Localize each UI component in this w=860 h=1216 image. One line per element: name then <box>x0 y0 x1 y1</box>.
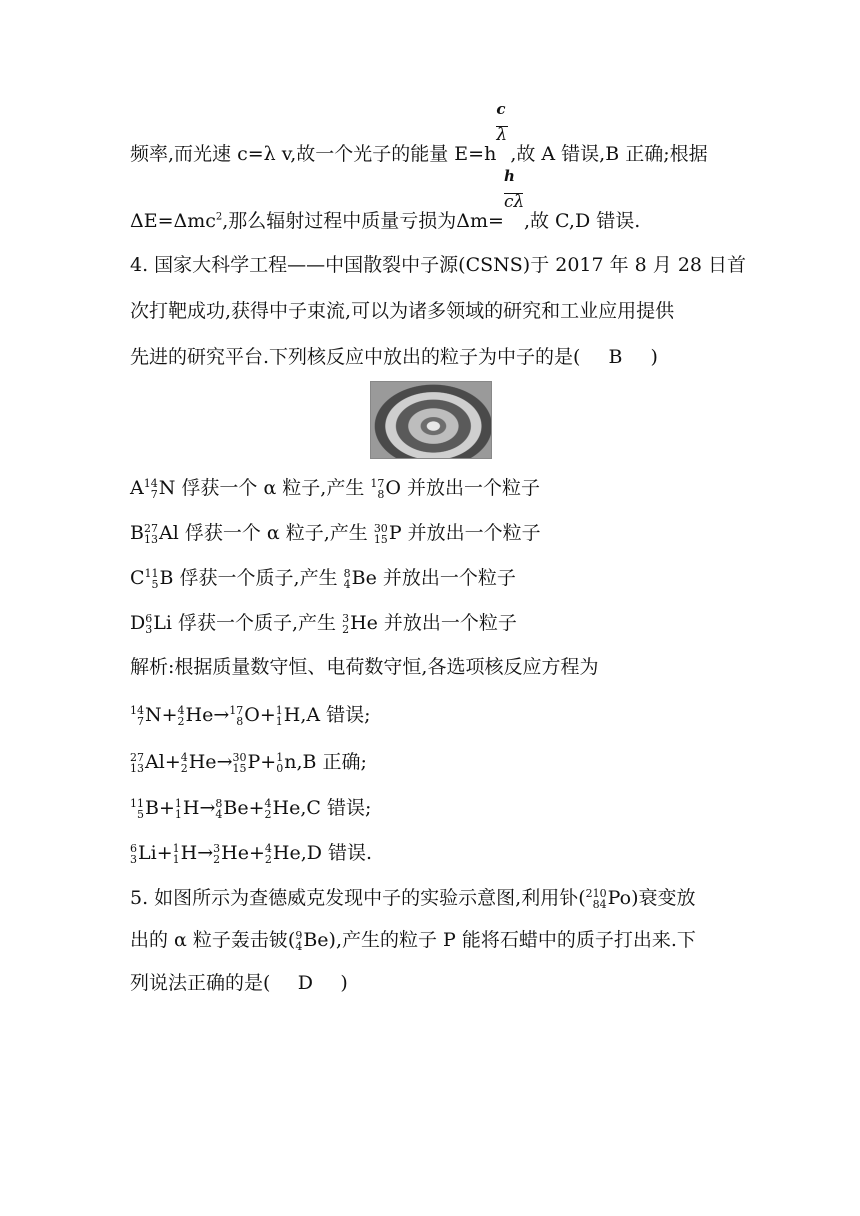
q5-line-3: 列说法正确的是( D ) <box>130 972 348 994</box>
equation-4: 6 3 Li+ 1 1 H→ 3 2 He+ 4 2 He,D 错误. <box>130 842 373 866</box>
option-b: B 27 13 Al 俘获一个 α 粒子,产生 30 15 P 并放出一个粒子 <box>130 522 541 546</box>
csns-photo <box>370 381 492 459</box>
reactant-nuclide: 6 3 Li <box>145 612 172 636</box>
be-nuclide: 9 4 Be <box>295 929 329 953</box>
reactant-nuclide: 27 13 Al <box>143 522 179 546</box>
nuclide: 6 3 Li <box>130 842 157 866</box>
text-segment: ΔE=Δmc <box>130 210 216 232</box>
product-nuclide: 8 4 Be <box>343 567 377 591</box>
nuclide: 30 15 P <box>232 751 261 775</box>
text-segment: ,那么辐射过程中质量亏损为Δm= <box>222 210 504 232</box>
nuclide: 1 1 H <box>174 797 200 821</box>
equation-3: 11 5 B+ 1 1 H→ 8 4 Be+ 4 2 He,C 错误; <box>130 797 372 821</box>
reactant-nuclide: 11 5 B <box>144 567 174 591</box>
nuclide: 1 0 n <box>276 751 297 775</box>
text-segment: ,故 A 错误,B 正确;根据 <box>510 143 708 165</box>
analysis-intro: 解析:根据质量数守恒、电荷数守恒,各选项核反应方程为 <box>130 656 599 678</box>
q5-answer: D <box>297 972 314 994</box>
q5-line-1: 5. 如图所示为查德威克发现中子的实验示意图,利用钋( 210 84 Po)衰变放 <box>130 887 696 911</box>
nuclide: 4 2 He <box>177 704 214 728</box>
equation-1: 14 7 N+ 4 2 He→ 17 8 O+ 1 1 H,A 错误; <box>130 704 371 728</box>
nuclide: 27 13 Al <box>130 751 165 775</box>
po-nuclide: 210 84 Po <box>585 887 632 911</box>
product-nuclide: 30 15 P <box>373 522 402 546</box>
nuclide: 1 1 H <box>275 704 301 728</box>
text-line-1 <box>130 100 708 165</box>
q4-line-3: 先进的研究平台.下列核反应中放出的粒子为中子的是( B ) <box>130 346 658 368</box>
nuclide: 11 5 B <box>130 797 159 821</box>
text-segment: ,故 C,D 错误. <box>523 210 641 232</box>
fraction-h-over-c-lambda: $\frac{h}{c\lambda}$ <box>503 167 525 212</box>
nuclide: 4 2 He <box>264 842 301 866</box>
nuclide: 3 2 He <box>213 842 249 866</box>
option-a: A 14 7 N 俘获一个 α 粒子,产生 17 8 O 并放出一个粒子 <box>130 477 541 501</box>
nuclide: 4 2 He <box>180 751 217 775</box>
q4-line-2: 次打靶成功,获得中子束流,可以为诸多领域的研究和工业应用提供 <box>130 300 675 322</box>
nuclide: 17 8 O <box>229 704 260 728</box>
product-nuclide: 17 8 O <box>370 477 401 501</box>
text-line-2: ΔE=Δmc$^2$,那么辐射过程中质量亏损为Δm= $\frac{h}{c\lambda}$ ,故 C,D 错误. <box>130 167 641 232</box>
equation-2: 27 13 Al+ 4 2 He→ 30 15 P+ 1 0 n,B 正确; <box>130 751 367 775</box>
product-nuclide: 3 2 He <box>342 612 378 636</box>
text-segment: 频率,而光速 c=λ v,故一个光子的能量 E=h <box>130 143 497 165</box>
nuclide: 4 2 He <box>264 797 301 821</box>
fraction-c-over-lambda: $\frac{c}{\lambda}$ <box>496 100 508 145</box>
option-c: C 11 5 B 俘获一个质子,产生 8 4 Be 并放出一个粒子 <box>130 567 516 591</box>
q4-line-1: 4. 国家大科学工程——中国散裂中子源(CSNS)于 2017 年 8 月 28 日首 <box>130 254 747 276</box>
option-d: D 6 3 Li 俘获一个质子,产生 3 2 He 并放出一个粒子 <box>130 612 517 636</box>
nuclide: 1 1 H <box>172 842 198 866</box>
reactant-nuclide: 14 7 N <box>143 477 176 501</box>
q5-line-2: 出的 α 粒子轰击铍( 9 4 Be),产生的粒子 P 能将石蜡中的质子打出来.下 <box>130 929 696 953</box>
q4-answer: B <box>608 346 623 368</box>
nuclide: 14 7 N <box>130 704 162 728</box>
nuclide: 8 4 Be <box>215 797 249 821</box>
